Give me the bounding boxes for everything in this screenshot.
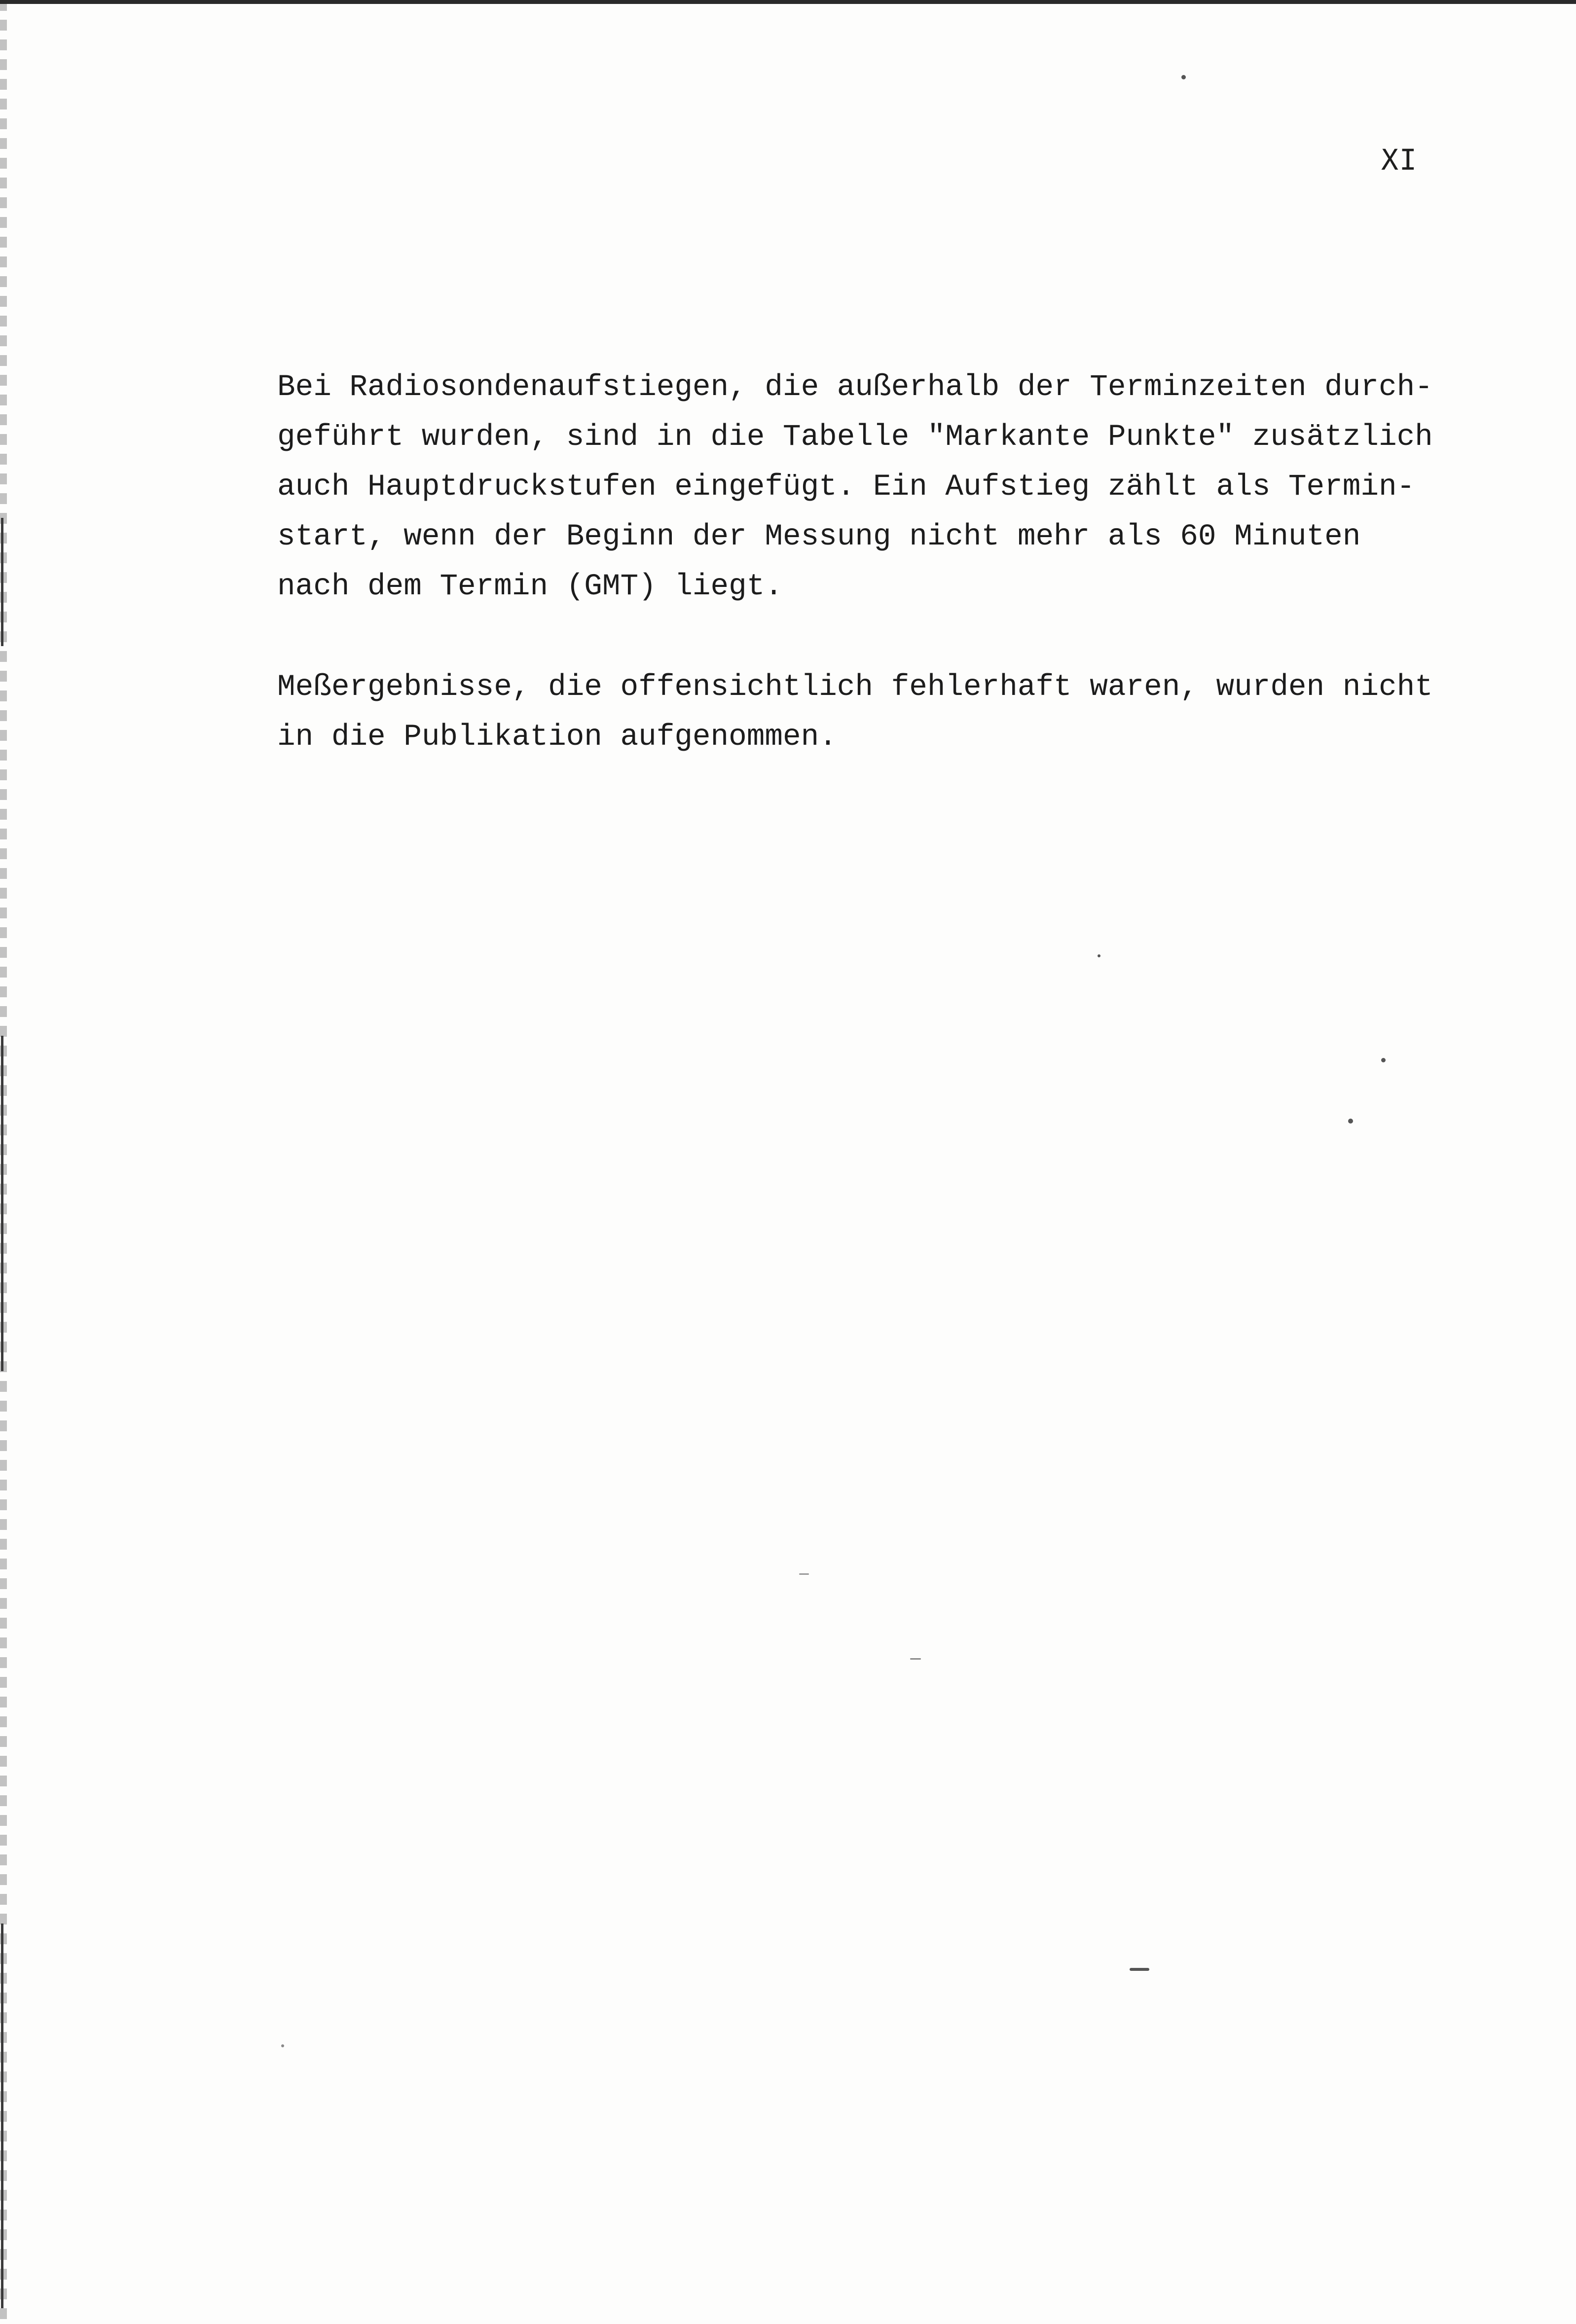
text-line: Bei Radiosondenaufstiegen, die außerhalb der Terminzeiten durch-	[277, 370, 1433, 404]
paragraph-measurement-errors	[277, 662, 1433, 762]
paragraph-radiosonde	[277, 363, 1433, 612]
scan-speck	[1381, 1058, 1386, 1062]
scan-speck	[1181, 75, 1186, 79]
scan-speck	[1098, 954, 1100, 957]
text-line: start, wenn der Beginn der Messung nicht mehr als 60 Minuten	[277, 520, 1361, 554]
left-edge-mark	[1, 1036, 3, 1371]
top-edge-rule	[0, 0, 1576, 4]
page-number: XI	[1381, 143, 1418, 177]
text-line: auch Hauptdruckstufen eingefügt. Ein Aufstieg zählt als Termin-	[277, 470, 1415, 504]
scan-speck	[910, 1658, 921, 1660]
text-line: Meßergebnisse, die offensichtlich fehlerhaft waren, wurden nicht	[277, 670, 1433, 704]
scan-speck	[1348, 1119, 1353, 1124]
text-line: in die Publikation aufgenommen.	[277, 720, 837, 754]
scan-speck	[799, 1573, 809, 1575]
left-edge-mark	[1, 518, 3, 646]
scan-speck	[1130, 1968, 1149, 1971]
text-line: nach dem Termin (GMT) liegt.	[277, 570, 783, 604]
scan-speck	[281, 2044, 284, 2047]
text-line: geführt wurden, sind in die Tabelle "Markante Punkte" zusätzlich	[277, 420, 1433, 454]
left-edge-mark	[1, 1924, 3, 2308]
